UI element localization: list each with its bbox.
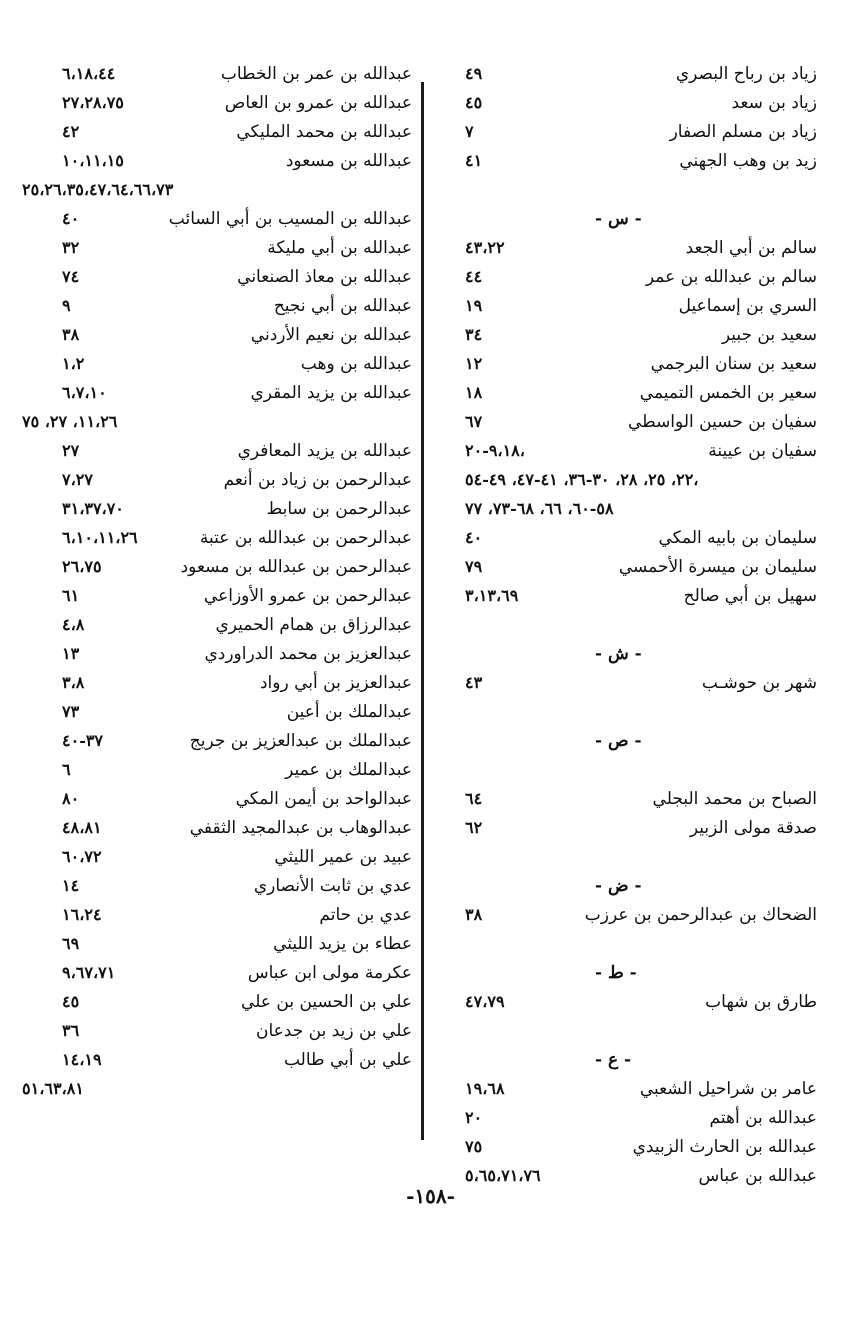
entry-page-refs: ٣٨ (62, 325, 80, 344)
entry-name: عبدالله بن مسعود (285, 151, 412, 171)
index-entry-continuation (12, 1075, 412, 1104)
section-letter-heading (445, 872, 817, 901)
entry-name: شهر بن حوشـب (701, 673, 817, 693)
index-entry (12, 611, 412, 640)
entry-page-refs: ٧ (465, 122, 474, 141)
index-entry (445, 147, 817, 176)
entry-page-refs: ٢٥،٢٦،٣٥،٤٧،٦٤،٦٦،٧٣ (22, 180, 174, 199)
entry-name: سليمان بن ميسرة الأحمسي (618, 557, 817, 577)
entry-name: صدقة مولى الزبير (689, 818, 817, 838)
index-entry (12, 582, 412, 611)
index-entry (445, 553, 817, 582)
index-entry (445, 1075, 817, 1104)
section-letter-heading (445, 727, 817, 756)
entry-page-refs: ١٩،٦٨ (465, 1079, 505, 1098)
entry-page-refs: ٦٩ (62, 934, 80, 953)
entry-name: عبدالرزاق بن همام الحميري (215, 615, 412, 635)
section-letter: - ض - (595, 876, 642, 896)
entry-page-refs: ٣٨ (465, 905, 483, 924)
entry-name: عبدالله بن وهب (300, 354, 412, 374)
section-letter: - ع - (595, 1050, 632, 1070)
entry-name: عبدالله بن أبي مليكة (267, 238, 412, 258)
index-entry-continuation (445, 466, 817, 495)
entry-page-refs: ٤١ (465, 151, 483, 170)
entry-page-refs: ٢٠ (465, 1108, 483, 1127)
index-entry-continuation (12, 408, 412, 437)
entry-page-refs: ٥١،٦٣،٨١ (22, 1079, 84, 1098)
entry-page-refs: ٣،٨ (62, 673, 85, 692)
index-entry (445, 350, 817, 379)
entry-name: الضحاك بن عبدالرحمن بن عرزب (584, 905, 817, 925)
index-entry (12, 234, 412, 263)
index-entry (12, 524, 412, 553)
entry-page-refs: ٤٣،٢٢ (465, 238, 505, 257)
entry-page-refs: ٤٧،٧٩ (465, 992, 505, 1011)
index-entry (445, 89, 817, 118)
entry-name: سالم بن أبي الجعد (685, 238, 817, 258)
entry-name: سعير بن الخمس التميمي (639, 383, 817, 403)
entry-page-refs: ١٢ (465, 354, 483, 373)
entry-page-refs: ١٤،١٩ (62, 1050, 102, 1069)
entry-page-refs: ٦٢ (465, 818, 483, 837)
entry-page-refs: ٣،١٣،٦٩ (465, 586, 519, 605)
section-letter: - ط - (595, 963, 637, 983)
entry-page-refs: ٣١،٣٧،٧٠ (62, 499, 124, 518)
entry-name: عبدالرحمن بن عمرو الأوزاعي (203, 586, 412, 606)
index-entry (12, 1046, 412, 1075)
spacer (445, 611, 817, 640)
entry-name: السري بن إسماعيل (678, 296, 817, 316)
entry-page-refs: ٧٥ (465, 1137, 483, 1156)
index-entry (12, 698, 412, 727)
section-letter-heading (445, 959, 817, 988)
entry-page-refs: ٤٤ (465, 267, 483, 286)
entry-name: زياد بن مسلم الصفار (669, 122, 817, 142)
entry-name: سفيان بن عيينة (708, 441, 817, 461)
index-entry (12, 379, 412, 408)
entry-name: عدي بن ثابت الأنصاري (253, 876, 412, 896)
entry-name: علي بن أبي طالب (283, 1050, 412, 1070)
index-entry (12, 959, 412, 988)
index-entry (12, 988, 412, 1017)
index-entry (12, 263, 412, 292)
index-entry (12, 321, 412, 350)
entry-name: عبدالعزيز بن أبي رواد (259, 673, 412, 693)
index-entry (12, 147, 412, 176)
entry-name: سفيان بن حسين الواسطي (627, 412, 817, 432)
entry-name: عبدالله بن عمرو بن العاص (224, 93, 412, 113)
page-number: -١٥٨- (406, 1184, 455, 1208)
index-entry (12, 60, 412, 89)
entry-name: عبدالرحمن بن سابط (266, 499, 412, 519)
entry-name: عكرمة مولى ابن عباس (247, 963, 412, 983)
section-letter-heading (445, 1046, 817, 1075)
section-letter: - س - (595, 209, 642, 229)
index-entry (12, 756, 412, 785)
index-entry (12, 901, 412, 930)
index-entry (12, 785, 412, 814)
index-entry (12, 930, 412, 959)
entry-page-refs: ٦ (62, 760, 71, 779)
index-entry (445, 1133, 817, 1162)
entry-name: علي بن زيد بن جدعان (255, 1021, 412, 1041)
index-entry (12, 495, 412, 524)
entry-page-refs: ٤٨،٨١ (62, 818, 102, 837)
entry-page-refs: ٧٩ (465, 557, 483, 576)
entry-name: سعيد بن جبير (721, 325, 817, 345)
entry-name: عبدالوهاب بن عبدالمجيد الثقفي (189, 818, 412, 838)
entry-name: عطاء بن يزيد الليثي (273, 934, 412, 954)
entry-page-refs: ١٦،٢٤ (62, 905, 102, 924)
entry-name: الصباح بن محمد البجلي (652, 789, 817, 809)
index-entry (12, 843, 412, 872)
entry-name: عبدالله بن معاذ الصنعاني (237, 267, 412, 287)
left-index-column (12, 60, 412, 1104)
index-entry (445, 669, 817, 698)
index-entry (12, 89, 412, 118)
entry-page-refs: ٦١ (62, 586, 80, 605)
index-entry (445, 408, 817, 437)
entry-name: عبدالله بن نعيم الأردني (250, 325, 412, 345)
entry-page-refs: ٣٤ (465, 325, 483, 344)
entry-page-refs: ٤٥ (62, 992, 80, 1011)
index-entry (445, 379, 817, 408)
entry-page-refs: ٢٦،٧٥ (62, 557, 102, 576)
index-entry-continuation (445, 495, 817, 524)
section-letter-heading (445, 640, 817, 669)
index-entry-continuation (12, 176, 412, 205)
entry-name: عبدالله بن يزيد المعافري (237, 441, 412, 461)
entry-name: عبيد بن عمير الليثي (274, 847, 412, 867)
index-entry (12, 205, 412, 234)
index-entry (445, 785, 817, 814)
entry-page-refs: ٤٣ (465, 673, 483, 692)
index-entry (12, 350, 412, 379)
entry-name: عبدالله بن يزيد المقري (250, 383, 412, 403)
entry-name: سهيل بن أبي صالح (683, 586, 817, 606)
entry-name: زيد بن وهب الجهني (679, 151, 817, 171)
index-entry (445, 814, 817, 843)
entry-name: سليمان بن بابيه المكي (658, 528, 817, 548)
entry-page-refs: ١٣ (62, 644, 80, 663)
entry-name: عبدالملك بن أعين (286, 702, 412, 722)
spacer (445, 1017, 817, 1046)
entry-name: عبدالعزيز بن محمد الدراوردي (204, 644, 412, 664)
entry-page-refs: ٩،١٨-٢٠، (465, 441, 525, 460)
entry-page-refs: ٤،٨ (62, 615, 85, 634)
section-letter: - ش - (595, 644, 642, 664)
entry-page-refs: ٤٠ (62, 209, 80, 228)
index-entry (445, 1104, 817, 1133)
entry-page-refs: ٢٢، ٢٥، ٢٨، ٣٠-٣٦، ٤١-٤٧، ٤٩-٥٤، (465, 470, 699, 489)
entry-name: عبدالله بن الحارث الزبيدي (632, 1137, 817, 1157)
entry-page-refs: ٣٢ (62, 238, 80, 257)
index-entry (12, 640, 412, 669)
entry-page-refs: ٥٨-٦٠، ٦٦، ٦٨-٧٣، ٧٧ (465, 499, 614, 518)
spacer (445, 930, 817, 959)
entry-name: عبدالملك بن عمير (285, 760, 412, 780)
entry-page-refs: ٦٤ (465, 789, 483, 808)
entry-page-refs: ٦،٧،١٠ (62, 383, 107, 402)
entry-page-refs: ٦،١٠،١١،٢٦ (62, 528, 138, 547)
entry-name: عبدالرحمن بن عبدالله بن مسعود (180, 557, 412, 577)
entry-page-refs: ٦٧ (465, 412, 483, 431)
spacer (445, 176, 817, 205)
entry-name: عبدالملك بن عبدالعزيز بن جريج (189, 731, 412, 751)
entry-page-refs: ٧٣ (62, 702, 80, 721)
entry-page-refs: ٢٧ (62, 441, 80, 460)
index-entry (12, 118, 412, 147)
index-entry (445, 988, 817, 1017)
entry-name: عبدالله بن محمد المليكي (236, 122, 412, 142)
spacer (445, 843, 817, 872)
entry-page-refs: ١٩ (465, 296, 483, 315)
entry-name: علي بن الحسين بن علي (241, 992, 412, 1012)
entry-page-refs: ٧٤ (62, 267, 80, 286)
entry-name: سالم بن عبدالله بن عمر (645, 267, 817, 287)
index-entry (12, 437, 412, 466)
entry-page-refs: ٢٧،٢٨،٧٥ (62, 93, 124, 112)
entry-name: عبدالله بن عباس (698, 1166, 817, 1186)
entry-name: عامر بن شراحيل الشعبي (639, 1079, 817, 1099)
index-entry (12, 727, 412, 756)
spacer (445, 698, 817, 727)
entry-name: عبدالرحمن بن زياد بن أنعم (223, 470, 412, 490)
entry-name: زياد بن سعد (731, 93, 817, 113)
entry-page-refs: ٣٦ (62, 1021, 80, 1040)
entry-page-refs: ١،٢ (62, 354, 85, 373)
section-letter-heading (445, 205, 817, 234)
index-entry (12, 814, 412, 843)
entry-page-refs: ٣٧-٤٠ (62, 731, 104, 750)
entry-page-refs: ٤٩ (465, 64, 483, 83)
index-entry (12, 669, 412, 698)
index-entry (445, 118, 817, 147)
entry-page-refs: ٧،٢٧ (62, 470, 93, 489)
entry-name: عبدالواحد بن أيمن المكي (235, 789, 412, 809)
entry-page-refs: ٨٠ (62, 789, 80, 808)
index-entry (445, 60, 817, 89)
column-divider (421, 82, 424, 1140)
index-entry (445, 263, 817, 292)
entry-name: عدي بن حاتم (319, 905, 412, 925)
entry-page-refs: ١٨ (465, 383, 483, 402)
entry-page-refs: ٩،٦٧،٧١ (62, 963, 116, 982)
entry-page-refs: ٤٠ (465, 528, 483, 547)
entry-page-refs: ١٠،١١،١٥ (62, 151, 124, 170)
entry-page-refs: ١١،٢٦، ٢٧، ٧٥ (22, 412, 118, 431)
index-entry (12, 466, 412, 495)
index-entry (445, 292, 817, 321)
entry-name: زياد بن رباح البصري (675, 64, 817, 84)
entry-name: عبدالرحمن بن عبدالله بن عتبة (199, 528, 412, 548)
entry-name: طارق بن شهاب (705, 992, 817, 1012)
spacer (445, 756, 817, 785)
entry-page-refs: ٦،١٨،٤٤ (62, 64, 116, 83)
entry-page-refs: ٤٢ (62, 122, 80, 141)
index-entry (445, 234, 817, 263)
entry-name: عبدالله بن أبي نجيح (273, 296, 412, 316)
index-entry (12, 1017, 412, 1046)
right-index-column (445, 60, 817, 1191)
index-entry (445, 901, 817, 930)
entry-page-refs: ٥،٦٥،٧١،٧٦ (465, 1166, 541, 1185)
entry-page-refs: ١٤ (62, 876, 80, 895)
entry-name: عبدالله بن المسيب بن أبي السائب (168, 209, 412, 229)
entry-name: سعيد بن سنان البرجمي (650, 354, 817, 374)
section-letter: - ص - (595, 731, 642, 751)
entry-name: عبدالله بن عمر بن الخطاب (220, 64, 412, 84)
entry-page-refs: ٤٥ (465, 93, 483, 112)
index-entry (12, 872, 412, 901)
index-entry (445, 437, 817, 466)
entry-page-refs: ٦٠،٧٢ (62, 847, 102, 866)
index-entry (445, 524, 817, 553)
entry-name: عبدالله بن أهتم (709, 1108, 817, 1128)
entry-page-refs: ٩ (62, 296, 71, 315)
index-entry (12, 292, 412, 321)
index-entry (12, 553, 412, 582)
index-entry (445, 321, 817, 350)
index-entry (445, 582, 817, 611)
